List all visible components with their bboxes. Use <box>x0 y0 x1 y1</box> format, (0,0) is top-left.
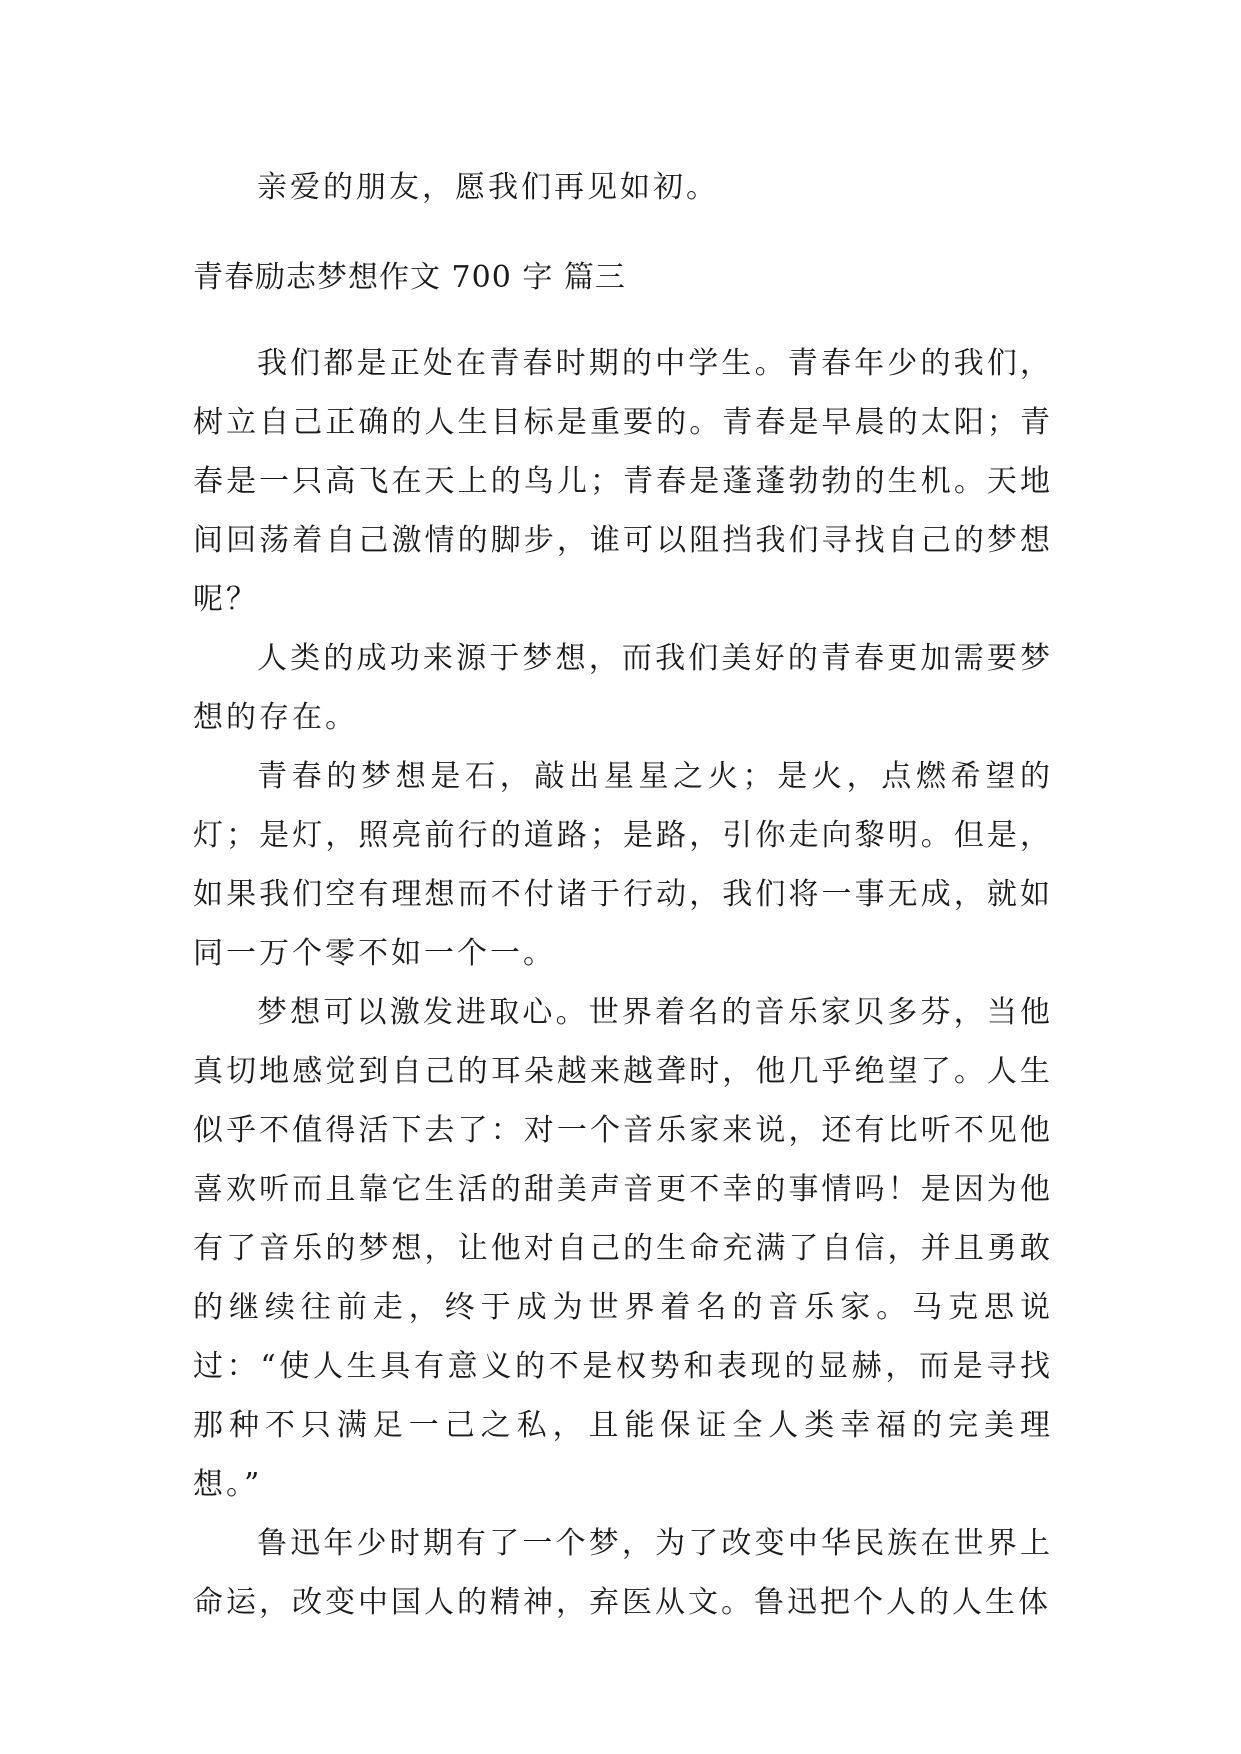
closing-line: 亲爱的朋友，愿我们再见如初。 <box>257 170 719 205</box>
paragraph: 鲁迅年少时期有了一个梦，为了改变中华民族在世界上命运，改变中国人的精神，弃医从文。鲁迅把个人的人生体 <box>193 1526 1053 1620</box>
paragraph: 梦想可以激发进取心。世界着名的音乐家贝多芬，当他真切地感觉到自己的耳朵越来越聋时，他几乎绝望了。人生似乎不值得活下去了：对一个音乐家来说，还有比听不见他喜欢听而且靠它生活的甜美声音更不幸的事情吗！是因为他有了音乐的梦想，让他对自己的生命充满了自信，并且勇敢的继续往前走，终于成为世界着名的音乐家。马克思说过：“使人生具有意义的不是权势和表现的显赫，而是寻找那种不只满足一己之私，且能保证全人类幸福的完美理想。” <box>193 995 1053 1502</box>
paragraph: 人类的成功来源于梦想，而我们美好的青春更加需要梦想的存在。 <box>193 641 1053 735</box>
essay-body <box>193 334 1053 1632</box>
paragraph: 青春的梦想是石，敲出星星之火；是火，点燃希望的灯；是灯，照亮前行的道路；是路，引你走向黎明。但是，如果我们空有理想而不付诸于行动，我们将一事无成，就如同一万个零不如一个一。 <box>193 759 1053 971</box>
paragraph: 我们都是正处在青春时期的中学生。青春年少的我们，树立自己正确的人生目标是重要的。青春是早晨的太阳；青春是一只高飞在天上的鸟儿；青春是蓬蓬勃勃的生机。天地间回荡着自己激情的脚步，谁可以阻挡我们寻找自己的梦想呢？ <box>193 346 1053 617</box>
section-title: 青春励志梦想作文 700 字 篇三 <box>193 260 626 295</box>
